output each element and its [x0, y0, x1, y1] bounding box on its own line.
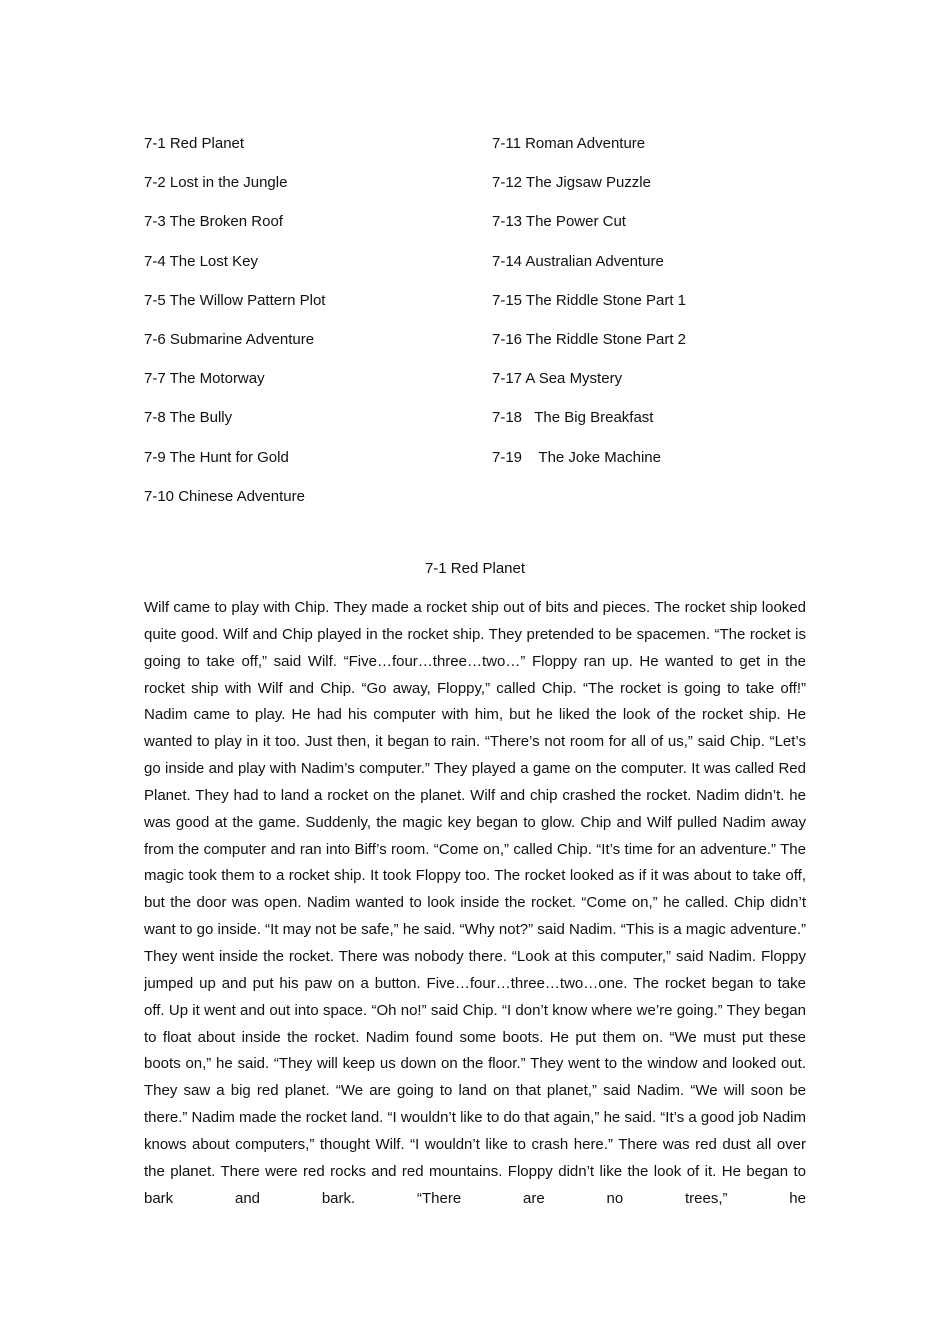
toc-item: 7-18 The Big Breakfast	[492, 409, 654, 427]
toc-item: 7-17 A Sea Mystery	[492, 370, 623, 388]
toc-item: 7-10 Chinese Adventure	[144, 487, 305, 505]
toc-item: 7-11 Roman Adventure	[492, 135, 646, 152]
toc-item: 7-15 The Riddle Stone Part 1	[492, 291, 687, 309]
toc-column-right	[492, 124, 806, 477]
toc-item: 7-13 The Power Cut	[492, 213, 626, 231]
toc-item: 7-12 The Jigsaw Puzzle	[492, 174, 651, 192]
toc-item: 7-7 The Motorway	[144, 370, 265, 388]
toc-column-left	[144, 124, 484, 516]
toc-item: 7-3 The Broken Roof	[144, 213, 283, 231]
toc-item: 7-8 The Bully	[144, 409, 233, 427]
toc-item: 7-4 The Lost Key	[144, 252, 258, 270]
toc-item: 7-9 The Hunt for Gold	[144, 448, 289, 466]
toc-item: 7-5 The Willow Pattern Plot	[144, 291, 326, 309]
toc-item: 7-16 The Riddle Stone Part 2	[492, 330, 687, 348]
toc-item: 7-2 Lost in the Jungle	[144, 174, 288, 192]
toc-item: 7-14 Australian Adventure	[492, 252, 664, 270]
toc-item: 7-1 Red Planet	[144, 135, 245, 152]
story-title: 7-1 Red Planet	[424, 560, 526, 577]
toc-item: 7-6 Submarine Adventure	[144, 330, 315, 348]
toc-item: 7-19 The Joke Machine	[492, 448, 661, 466]
table-of-contents	[144, 124, 806, 524]
story-body: Wilf came to play with Chip. They made a rocket ship out of bits and pieces. The rocket ship looked quite good. Wilf and Chip played in the rocket ship. They pretended to be spacemen. “The rocket is going to take off,” said Wilf. “Five…four…three…two…” Floppy ran up. He wanted to get in the rocket ship with Wilf and Chip. “Go away, Floppy,” called Chip. “The rocket is going to take off!” Nadim came to play. He had his computer with him, but he liked the look of the rocket ship. He wanted to play in it too. Just then, it began to rain. “There’s not room for all of us,” said Chip. “Let’s go inside and play with Nadim’s computer.” They played a game on the computer. It was called Red Planet. They had to land a rocket on the planet. Wilf and chip crashed the rocket. Nadim didn’t. he was good at the game. Suddenly, the magic key began to glow. Chip and Wilf pulled Nadim away from the computer and ran into Biff’s room. “Come on,” called Chip. “It’s time for an adventure.” The magic took them to a rocket ship. It took Floppy too. The rocket looked as if it was about to take off, but the door was open. Nadim wanted to look inside the rocket. “Come on,” he called. Chip didn’t want to go inside. “It may not be safe,” he said. “Why not?” said Nadim. “This is a magic adventure.” They went inside the rocket. There was nobody there. “Look at this computer,” said Nadim. Floppy jumped up and put his paw on a button. Five…four…three…two…one. The rocket began to take off. Up it went and out into space. “Oh no!” said Chip. “I don’t know where we’re going.” They began to float about inside the rocket. Nadim found some boots. He put them on. “We must put these boots on,” he said. “They will keep us down on the floor.” They went to the window and looked out. They saw a big red planet. “We are going to land on that planet,” said Nadim. “We will soon be there.” Nadim made the rocket land. “I wouldn’t like to do that again,” he said. “It’s a good job Nadim knows about computers,” thought Wilf. “I wouldn’t like to crash here.” There was red dust all over the planet. There were red rocks and red mountains. Floppy didn’t like the look of it. He began to bark and bark. “There are no trees,” he	[144, 599, 806, 1207]
